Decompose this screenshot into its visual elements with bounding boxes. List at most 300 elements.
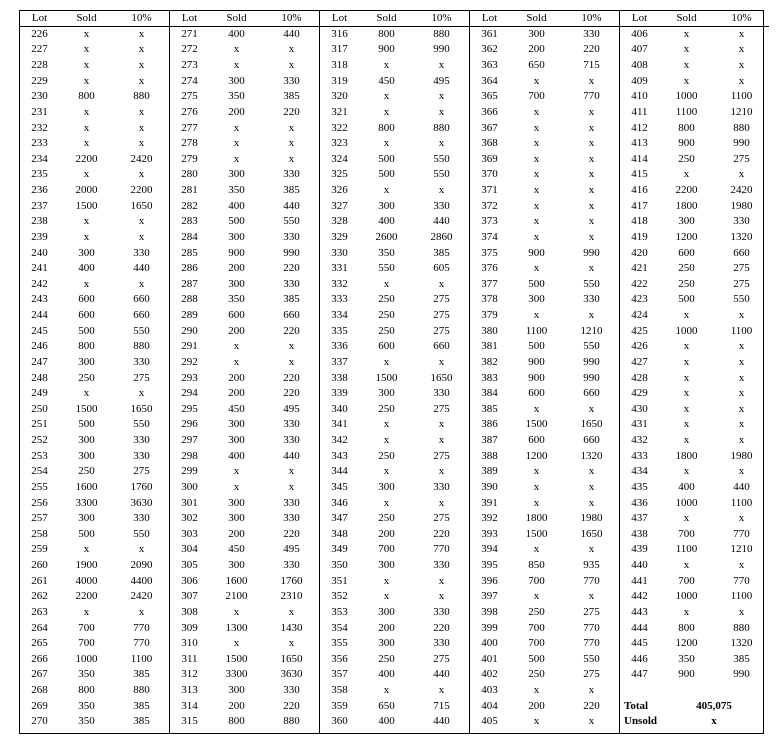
- percent-cell: 495: [283, 544, 300, 556]
- table-row: [470, 230, 619, 246]
- table-row: [170, 355, 319, 371]
- lot-cell: 428: [631, 372, 648, 384]
- lot-cell: 375: [481, 247, 498, 259]
- lot-cell: 232: [31, 122, 48, 134]
- sold-cell: x: [533, 106, 540, 118]
- table-row: [20, 89, 169, 105]
- lot-cell: 433: [631, 450, 648, 462]
- table-row: [470, 370, 619, 386]
- lot-cell: 333: [331, 294, 348, 306]
- lot-cell: 396: [481, 575, 498, 587]
- table-row: [20, 714, 169, 730]
- percent-cell: x: [138, 138, 145, 150]
- table-row: [20, 652, 169, 668]
- lot-cell: 370: [481, 169, 498, 181]
- sold-cell: x: [683, 310, 690, 322]
- percent-cell: 1320: [580, 450, 603, 462]
- percent-cell: 220: [583, 44, 600, 56]
- table-row: [170, 245, 319, 261]
- lot-cell: 226: [31, 28, 48, 40]
- percent-cell: 770: [433, 544, 450, 556]
- sold-cell: x: [233, 341, 240, 353]
- percent-cell: x: [438, 497, 445, 509]
- sold-cell: 200: [528, 700, 545, 712]
- percent-cell: x: [438, 60, 445, 72]
- lot-cell: 339: [331, 388, 348, 400]
- percent-cell: x: [288, 481, 295, 493]
- percent-cell: x: [438, 685, 445, 697]
- sold-cell: 300: [78, 435, 95, 447]
- sold-cell: 400: [228, 450, 245, 462]
- table-row: [620, 245, 769, 261]
- unsold-row: [620, 714, 769, 730]
- percent-cell: x: [288, 466, 295, 478]
- sold-cell: 800: [78, 91, 95, 103]
- sold-cell: 700: [678, 575, 695, 587]
- sold-cell: 4000: [75, 575, 98, 587]
- header-row: [20, 11, 169, 27]
- sold-cell: 700: [78, 638, 95, 650]
- lot-cell: 399: [481, 622, 498, 634]
- percent-header: 10%: [581, 12, 602, 24]
- percent-cell: 220: [433, 622, 450, 634]
- percent-cell: x: [438, 138, 445, 150]
- percent-cell: 770: [583, 91, 600, 103]
- sold-cell: 350: [378, 247, 395, 259]
- lot-cell: 389: [481, 466, 498, 478]
- lot-cell: 245: [31, 325, 48, 337]
- table-row: [470, 402, 619, 418]
- percent-cell: 660: [583, 435, 600, 447]
- percent-cell: x: [438, 106, 445, 118]
- percent-cell: x: [588, 591, 595, 603]
- sold-cell: x: [533, 403, 540, 415]
- sold-cell: 500: [528, 341, 545, 353]
- lot-cell: 439: [631, 544, 648, 556]
- percent-cell: 2200: [130, 185, 153, 197]
- lot-cell: 348: [331, 528, 348, 540]
- sold-cell: 200: [228, 700, 245, 712]
- lot-cell: 438: [631, 528, 648, 540]
- table-row: [20, 105, 169, 121]
- lot-cell: 397: [481, 591, 498, 603]
- sold-cell: 300: [528, 294, 545, 306]
- percent-cell: 275: [733, 278, 750, 290]
- table-row: [20, 245, 169, 261]
- percent-cell: 330: [283, 231, 300, 243]
- table-row: [620, 573, 769, 589]
- sold-cell: 200: [228, 106, 245, 118]
- sold-cell: 350: [228, 91, 245, 103]
- percent-cell: 1650: [130, 200, 153, 212]
- percent-cell: x: [738, 356, 745, 368]
- percent-cell: 1760: [280, 575, 303, 587]
- table-row: [320, 245, 469, 261]
- percent-cell: x: [138, 122, 145, 134]
- table-row: [320, 136, 469, 152]
- percent-cell: 770: [733, 575, 750, 587]
- table-row: [20, 42, 169, 58]
- lot-cell: 264: [31, 622, 48, 634]
- percent-cell: 275: [583, 606, 600, 618]
- sold-cell: 300: [228, 419, 245, 431]
- sold-cell: 250: [378, 653, 395, 665]
- lot-cell: 255: [31, 481, 48, 493]
- sold-cell: 1200: [675, 638, 698, 650]
- table-row: [470, 636, 619, 652]
- lot-cell: 412: [631, 122, 648, 134]
- sold-cell: x: [383, 419, 390, 431]
- lot-cell: 369: [481, 153, 498, 165]
- lot-cell: 231: [31, 106, 48, 118]
- table-row: [170, 620, 319, 636]
- table-block: [619, 11, 769, 733]
- percent-cell: 275: [133, 372, 150, 384]
- lot-cell: 343: [331, 450, 348, 462]
- table-row: [620, 542, 769, 558]
- sold-header: Sold: [226, 12, 247, 24]
- table-row: [620, 183, 769, 199]
- lot-cell: 435: [631, 481, 648, 493]
- sold-cell: 1500: [225, 653, 248, 665]
- lot-cell: 368: [481, 138, 498, 150]
- table-row: [20, 261, 169, 277]
- lot-cell: 299: [181, 466, 198, 478]
- table-row: [320, 370, 469, 386]
- table-row: [620, 605, 769, 621]
- sold-cell: 3300: [75, 497, 98, 509]
- table-row: [470, 433, 619, 449]
- table-row: [320, 636, 469, 652]
- percent-cell: x: [588, 231, 595, 243]
- table-row: [170, 339, 319, 355]
- percent-cell: 990: [283, 247, 300, 259]
- lot-cell: 353: [331, 606, 348, 618]
- sold-cell: 300: [528, 28, 545, 40]
- table-row: [320, 620, 469, 636]
- table-row: [20, 58, 169, 74]
- table-row: [320, 698, 469, 714]
- percent-cell: 385: [283, 185, 300, 197]
- sold-cell: 250: [78, 372, 95, 384]
- lot-sales-table: [19, 10, 764, 734]
- percent-cell: x: [588, 185, 595, 197]
- sold-cell: x: [83, 606, 90, 618]
- lot-cell: 249: [31, 388, 48, 400]
- table-row: [170, 308, 319, 324]
- sold-cell: 600: [78, 294, 95, 306]
- table-row: [470, 652, 619, 668]
- table-row: [20, 448, 169, 464]
- lot-cell: 233: [31, 138, 48, 150]
- sold-cell: 2200: [75, 591, 98, 603]
- table-row: [320, 683, 469, 699]
- lot-cell: 229: [31, 75, 48, 87]
- table-row: [20, 417, 169, 433]
- percent-cell: 330: [433, 200, 450, 212]
- table-row: [320, 402, 469, 418]
- sold-cell: 1100: [525, 325, 548, 337]
- table-row: [470, 527, 619, 543]
- lot-cell: 374: [481, 231, 498, 243]
- table-row: [620, 370, 769, 386]
- table-row: [320, 152, 469, 168]
- sold-cell: x: [683, 606, 690, 618]
- sold-cell: x: [233, 481, 240, 493]
- percent-cell: 330: [733, 216, 750, 228]
- table-row: [470, 386, 619, 402]
- lot-cell: 442: [631, 591, 648, 603]
- percent-cell: 770: [133, 638, 150, 650]
- percent-cell: 275: [433, 450, 450, 462]
- table-row: [620, 105, 769, 121]
- table-row: [470, 120, 619, 136]
- table-row: [620, 464, 769, 480]
- sold-cell: x: [683, 75, 690, 87]
- sold-cell: 500: [228, 216, 245, 228]
- table-row: [470, 714, 619, 730]
- percent-cell: 660: [583, 388, 600, 400]
- sold-cell: 650: [378, 700, 395, 712]
- sold-cell: 550: [378, 263, 395, 275]
- percent-cell: 990: [583, 247, 600, 259]
- lot-cell: 346: [331, 497, 348, 509]
- percent-cell: x: [588, 122, 595, 134]
- lot-cell: 308: [181, 606, 198, 618]
- lot-cell: 364: [481, 75, 498, 87]
- percent-cell: x: [288, 153, 295, 165]
- lot-cell: 359: [331, 700, 348, 712]
- table-row: [170, 292, 319, 308]
- lot-cell: 236: [31, 185, 48, 197]
- lot-cell: 294: [181, 388, 198, 400]
- sold-cell: 1200: [675, 231, 698, 243]
- table-row: [620, 386, 769, 402]
- sold-cell: 200: [528, 44, 545, 56]
- lot-cell: 421: [631, 263, 648, 275]
- table-row: [620, 89, 769, 105]
- percent-cell: 660: [733, 247, 750, 259]
- sold-cell: 300: [78, 450, 95, 462]
- lot-cell: 418: [631, 216, 648, 228]
- sold-cell: x: [383, 106, 390, 118]
- sold-cell: 700: [378, 544, 395, 556]
- lot-cell: 380: [481, 325, 498, 337]
- table-row: [620, 636, 769, 652]
- lot-header: Lot: [31, 12, 48, 24]
- sold-cell: 800: [378, 122, 395, 134]
- table-row: [470, 480, 619, 496]
- lot-cell: 342: [331, 435, 348, 447]
- percent-cell: 2420: [130, 153, 153, 165]
- table-row: [170, 120, 319, 136]
- table-row: [20, 402, 169, 418]
- sold-cell: x: [233, 60, 240, 72]
- table-row: [620, 73, 769, 89]
- table-row: [20, 480, 169, 496]
- table-row: [320, 183, 469, 199]
- table-row: [470, 292, 619, 308]
- percent-cell: x: [288, 606, 295, 618]
- header-row: [620, 11, 769, 27]
- percent-cell: x: [438, 575, 445, 587]
- sold-cell: 250: [678, 153, 695, 165]
- sold-cell: 800: [678, 622, 695, 634]
- percent-cell: 550: [583, 341, 600, 353]
- sold-cell: 200: [378, 528, 395, 540]
- percent-cell: x: [738, 310, 745, 322]
- table-row: [320, 292, 469, 308]
- sold-cell: 1000: [675, 325, 698, 337]
- table-row: [620, 261, 769, 277]
- lot-cell: 445: [631, 638, 648, 650]
- percent-cell: x: [738, 60, 745, 72]
- table-row: [320, 339, 469, 355]
- sold-cell: 2000: [75, 185, 98, 197]
- lot-cell: 230: [31, 91, 48, 103]
- percent-cell: 4400: [130, 575, 153, 587]
- sold-cell: x: [533, 200, 540, 212]
- table-row: [20, 73, 169, 89]
- sold-cell: 200: [228, 388, 245, 400]
- percent-cell: x: [738, 75, 745, 87]
- lot-cell: 409: [631, 75, 648, 87]
- percent-cell: 275: [733, 153, 750, 165]
- sold-cell: 250: [678, 263, 695, 275]
- percent-cell: 385: [283, 91, 300, 103]
- table-row: [470, 323, 619, 339]
- percent-cell: 2860: [430, 231, 453, 243]
- sold-cell: 2200: [75, 153, 98, 165]
- table-row: [470, 245, 619, 261]
- sold-cell: 1900: [75, 560, 98, 572]
- table-row: [20, 167, 169, 183]
- sold-cell: 250: [378, 294, 395, 306]
- table-row: [170, 417, 319, 433]
- lot-cell: 447: [631, 669, 648, 681]
- lot-cell: 414: [631, 153, 648, 165]
- lot-cell: 420: [631, 247, 648, 259]
- table-row: [320, 589, 469, 605]
- sold-cell: 650: [528, 60, 545, 72]
- lot-cell: 227: [31, 44, 48, 56]
- lot-cell: 273: [181, 60, 198, 72]
- table-row: [170, 433, 319, 449]
- sold-cell: 450: [228, 544, 245, 556]
- percent-cell: x: [588, 263, 595, 275]
- lot-cell: 426: [631, 341, 648, 353]
- sold-cell: 250: [378, 403, 395, 415]
- sold-cell: x: [233, 638, 240, 650]
- lot-cell: 301: [181, 497, 198, 509]
- table-row: [170, 480, 319, 496]
- table-row: [170, 136, 319, 152]
- sold-cell: 1500: [525, 528, 548, 540]
- lot-cell: 417: [631, 200, 648, 212]
- lot-cell: 395: [481, 560, 498, 572]
- percent-cell: 440: [283, 28, 300, 40]
- percent-cell: x: [588, 138, 595, 150]
- lot-cell: 265: [31, 638, 48, 650]
- lot-cell: 313: [181, 685, 198, 697]
- table-row: [620, 652, 769, 668]
- unsold-row-value: x: [711, 715, 717, 728]
- lot-cell: 278: [181, 138, 198, 150]
- percent-cell: 330: [583, 28, 600, 40]
- table-row: [320, 417, 469, 433]
- percent-cell: 385: [133, 716, 150, 728]
- table-row: [170, 167, 319, 183]
- lot-cell: 277: [181, 122, 198, 134]
- sold-cell: 1500: [375, 372, 398, 384]
- table-row: [320, 105, 469, 121]
- table-row: [20, 667, 169, 683]
- percent-cell: 1650: [430, 372, 453, 384]
- lot-cell: 335: [331, 325, 348, 337]
- percent-cell: 220: [283, 372, 300, 384]
- table-row: [470, 698, 619, 714]
- percent-cell: 495: [433, 75, 450, 87]
- table-row: [170, 714, 319, 730]
- percent-cell: 495: [283, 403, 300, 415]
- percent-cell: 275: [733, 263, 750, 275]
- percent-cell: x: [138, 75, 145, 87]
- percent-cell: 1210: [730, 106, 753, 118]
- percent-cell: x: [288, 356, 295, 368]
- percent-cell: 330: [133, 513, 150, 525]
- percent-cell: x: [138, 60, 145, 72]
- percent-cell: x: [288, 638, 295, 650]
- spacer-row: [620, 683, 769, 699]
- table-row: [620, 511, 769, 527]
- table-row: [20, 589, 169, 605]
- sold-cell: x: [233, 122, 240, 134]
- percent-cell: x: [738, 419, 745, 431]
- table-row: [320, 464, 469, 480]
- percent-cell: 330: [583, 294, 600, 306]
- lot-cell: 406: [631, 28, 648, 40]
- percent-cell: 275: [433, 513, 450, 525]
- lot-cell: 300: [181, 481, 198, 493]
- lot-cell: 331: [331, 263, 348, 275]
- percent-cell: 220: [583, 700, 600, 712]
- lot-cell: 312: [181, 669, 198, 681]
- lot-cell: 275: [181, 91, 198, 103]
- lot-cell: 269: [31, 700, 48, 712]
- lot-cell: 436: [631, 497, 648, 509]
- table-row: [620, 58, 769, 74]
- table-row: [170, 261, 319, 277]
- sold-cell: 350: [78, 716, 95, 728]
- sold-cell: x: [533, 216, 540, 228]
- lot-cell: 228: [31, 60, 48, 72]
- table-row: [470, 355, 619, 371]
- lot-cell: 367: [481, 122, 498, 134]
- table-row: [470, 308, 619, 324]
- table-row: [170, 652, 319, 668]
- percent-cell: 1980: [580, 513, 603, 525]
- sold-cell: 1600: [225, 575, 248, 587]
- percent-cell: 770: [583, 575, 600, 587]
- sold-cell: x: [533, 591, 540, 603]
- lot-cell: 349: [331, 544, 348, 556]
- percent-cell: x: [438, 419, 445, 431]
- table-row: [320, 230, 469, 246]
- percent-cell: x: [438, 91, 445, 103]
- percent-cell: x: [588, 200, 595, 212]
- table-row: [470, 339, 619, 355]
- sold-header: Sold: [676, 12, 697, 24]
